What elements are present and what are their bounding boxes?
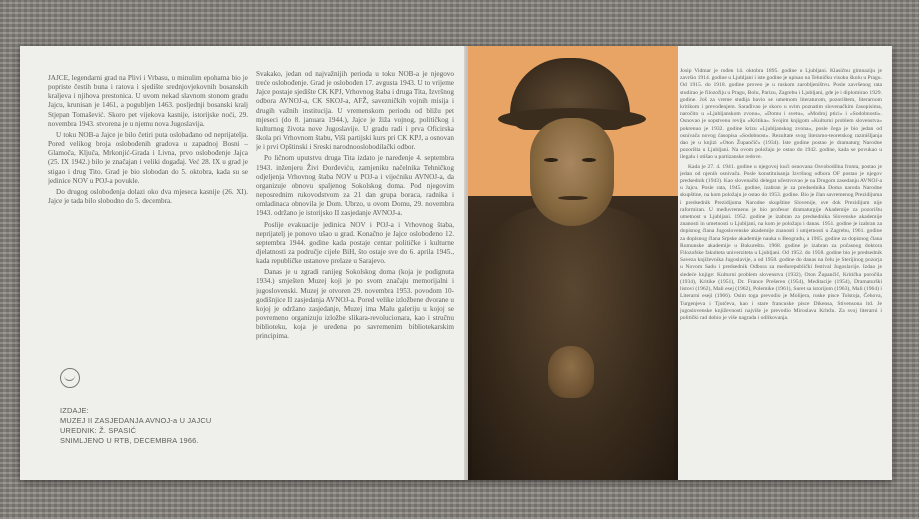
museum-logo-icon bbox=[60, 368, 80, 388]
left-column-1 bbox=[48, 74, 248, 324]
left-column-2 bbox=[256, 70, 454, 462]
imprint bbox=[60, 406, 260, 446]
photo-face bbox=[530, 118, 614, 226]
portrait-photo bbox=[468, 46, 678, 480]
open-booklet bbox=[20, 46, 892, 480]
photo-eye bbox=[582, 158, 596, 162]
paragraph: Josip Vidmar je rođen 14. oktobra 1895. godine u Ljubljani. Klasičnu gimnaziju je završio 1914. godine u Ljubljani i iste godine je upisao na Tehničku visoku školu u Pragu. Od 1915. do 1918. godine proveo je u ruskom zarobljeništvu. Posle završenog rata studirao je filozofiju u Pragu, Bolu, Parizu, Zagrebu i Ljubljani, gde je i diplomirao 1929. godine. Još za vreme studija bavio se umetnom literaturom, pozorištem, literarnom kritikom i prevođenjem. Sarađivao je skoro u svim poznatim slovenačkim časopisima, naročito u «Ljubljanskom zvonu», «Domu i svetu», «Modroj ptici» i «Sodobnosti». Osnovao je sopstvenu reviju «Kritika». Svojim knjigom «Kulturni problem slovenstva» pokrenuo je 1932. godine krizu «Ljubljanskog zvona», posle čega je bio jedan od osnivača novog časopisa «Sodobnost». Rezultate svog literarno-teoretskog razmišljanja dao je u knjizi «Oton Župančič» (1934). Iste godine postao je dramaturg Narodne pozorišta u Ljubljani. Na ovom položaju je ostao do 1942. godine, kada se povukao u ilegalu i otišao u partizanske redove. bbox=[680, 68, 882, 161]
paragraph: Danas je u zgradi ranijeg Sokolskog doma (koja je podignuta 1934.) smješten Muzej koji je po svom značaju memorijalni i jugoslovenski. Muzej je otvoren 29. novembra 1953. povodom 10-godišnjice II zasjedanja AVNOJ-a. Pored velike izložbene dvorane u kojoj je održano zasjedanje, Muzej ima Malu galeriju u kojoj se povremeno organizuju izložbe slikara-revolucionara, kao i stručnu biblioteku, koja je uređena po savremenim bibliotekarskim principima. bbox=[256, 268, 454, 341]
photo-eye bbox=[544, 158, 558, 162]
photo-hand bbox=[548, 346, 594, 398]
paragraph: Do drugog oslobođenja dolazi oko dva mjeseca kasnije (26. XI). Jajce je tada bilo slobodno do 5. decembra. bbox=[48, 187, 248, 206]
imprint-line: SNIMLJENO U RTB, DECEMBRA 1966. bbox=[60, 436, 199, 445]
imprint-line: MUZEJ II ZASJEDANJA AVNOJ-a U JAJCU bbox=[60, 416, 212, 425]
paragraph: Kada je 27. 4. 1941. godine u njegovoj kući osnovana Osvobodilna fronta, postao je jedan od njenih osnivača. Posle konstituisanja Izvršnog odbora OF postao je njegov predsednik (1943). Kao slovenački delegat učestvovao je na Drugom zasedanju AVNOJ-a u Jajcu. Posle rata, 1945. godine, izabran je za predsednika Doma naroda Narodne skupštine, na kom položaju je ostao do 1953. godine. Bio je član savremenog Prezidijuma i predsednik Prezidijuma Narodne skupštine Slovenije, sve dok Prezidijum nije raformiran. U međuvremenu je bio profesor dramaturgije Akademije za pozorištu umetnost u Ljubljani. 1952. godine je izabran za predsednika Slovenske akademije znanosti in umetnosti u Ljubljani, na kom je položaju i danas. 1951. godine je izabran za dopisnog člana Jugoslovenske akademije znanosti i umjetnosti u Zagrebu, 1961. godine za dopisnog člana Srpske akademije nauka u Beogradu, a 1965. godine za dopisnog člana Rumunske akademije u Bukureštu. 1968. godine je izabran za počasnog doktora Filozofske fakulteta univerziteta u Ljubljani. Od 1952. do 1958. godine bio je predsednik Saveza književnika Jugoslavije, a od 1958. godine do danas na čelu je Sterijinog pozorja u Novom Sadu i predsednik Odbora za međurepublički festival Jugoslavije. Izdao je sledeće knjige: Kulturni problem slovenstva (1932), Oton Župančič, Kritička poročila (1934), Kritike (1951), Dr. France Prešeren (1954), Meditacije (1954), Dramaturški listovi (1962), Mali esej (1962), Polemike (1961), Suret sa istorijom (1963), Mali (1964) i Literarni eseji (1966). Osim toga prevodio je Molijera, ruske pisce Tolstoja, Čehova, Turgenjeva i Tjutčeva, kao i stare francuske pisce Dikensa, Stivensona itd. Je jugoslovenske književnosti najviše je prevodio Miroslava Krležu. Za svoj literarni i politički rad dobio je više nagrada i odlikovanja. bbox=[680, 163, 882, 321]
left-page bbox=[20, 46, 466, 480]
biography-column bbox=[680, 68, 882, 473]
right-page bbox=[468, 46, 892, 480]
imprint-line: UREDNIK: Ž. SPASIĆ bbox=[60, 426, 137, 435]
paragraph: Poslije evakuacije jedinica NOV i POJ-a i Vrhovnog štaba, neprijatelj je ponovo ušao u grad. Konačno je Jajce oslobođeno 12. septembra 1944. godine kada postaje centar političke i kulturne djelatnosti za područje cijele BiH, što ostaje sve do 6. aprila 1945., kada republičke ustanove prelaze u Sarajevo. bbox=[256, 220, 454, 266]
photo-coat bbox=[472, 206, 674, 480]
paragraph: U toku NOB-a Jajce je bilo četiri puta oslobađano od neprijatelja. Pored velikog broja oslobođenih gradova u zapadnoj Bosni – Glamoča, Ključa, Mrkonjić-Grada i Livna, prvo oslobođenje Jajca (25. IX 1942.) bilo je značajan i veliki događaj. Već 28. IX u grad je stigao i drug Tito. Grad je bio slobodan do 5. oktobra, kada su se jedinice NOV u POJ-a povukle. bbox=[48, 130, 248, 185]
photo-mouth bbox=[558, 196, 588, 200]
paragraph: Po ličnom uputstvu druga Tita izdato je naređenje 4. septembra 1943. inženjeru Živi Đorđeviću, zamjeniku načelnika Tehničkog odjeljenja Vrhovnog štaba NOV u POJ-a i vijećniku AVNOJ-a, da organizuje obnovu spaljenog Sokolskog doma. Pod njegovim neposrednim rukovodstvom za 21 dan grupa boraca, radnika i omladinaca obnovila je Dom. Ubrzo, u ovom Domu, 29. novembra 1943. održano je istorijsko II zasjedanje AVNOJ-a. bbox=[256, 154, 454, 218]
imprint-heading: IZDAJE: bbox=[60, 406, 89, 415]
paragraph: Svakako, jedan od najvažnijih perioda u toku NOB-a je njegovo treće oslobođenje. Grad je oslobođen 17. avgusta 1943. U to vrijeme Jajce postaje sjedište CK KPJ, Vrhovnog štaba i druga Tita, Izvršnog odbora AVNOJ-a, CK SKOJ-a, AFŽ, savezničkih vojnih misija i drugih važnih institucija. U vremenskom periodu od bližu pet mjeseci (do 8. januara 1944.), Jajce je žiža vojnog, političkog i kulturnog života nove Jugoslavije. U gradu radi i prva Oficirska škola pri Vrhovnom štabu, Viši partijski kurs pri CK KPJ, a osnovan je i prvi Opštinski i Sreski narodnooslobodilački odbor. bbox=[256, 70, 454, 152]
paragraph: JAJCE, legendarni grad na Plivi i Vrbasu, u minulim epohama bio je popriste čestih buna i ratova i sjedište srednjovjekovnih bosanskih kraljeva i njihova prestonica. U uvom nekad slavnom stonom gradu Jajcu, krunisan je 1461, a pogubljen 1463. posljednji bosanski kralj Stjepan Tomašević. Skoro pet vijekova kasnije, istorijske noći, 29. novembra 1943. stvorena je u njemu nova Jugoslavija. bbox=[48, 74, 248, 128]
